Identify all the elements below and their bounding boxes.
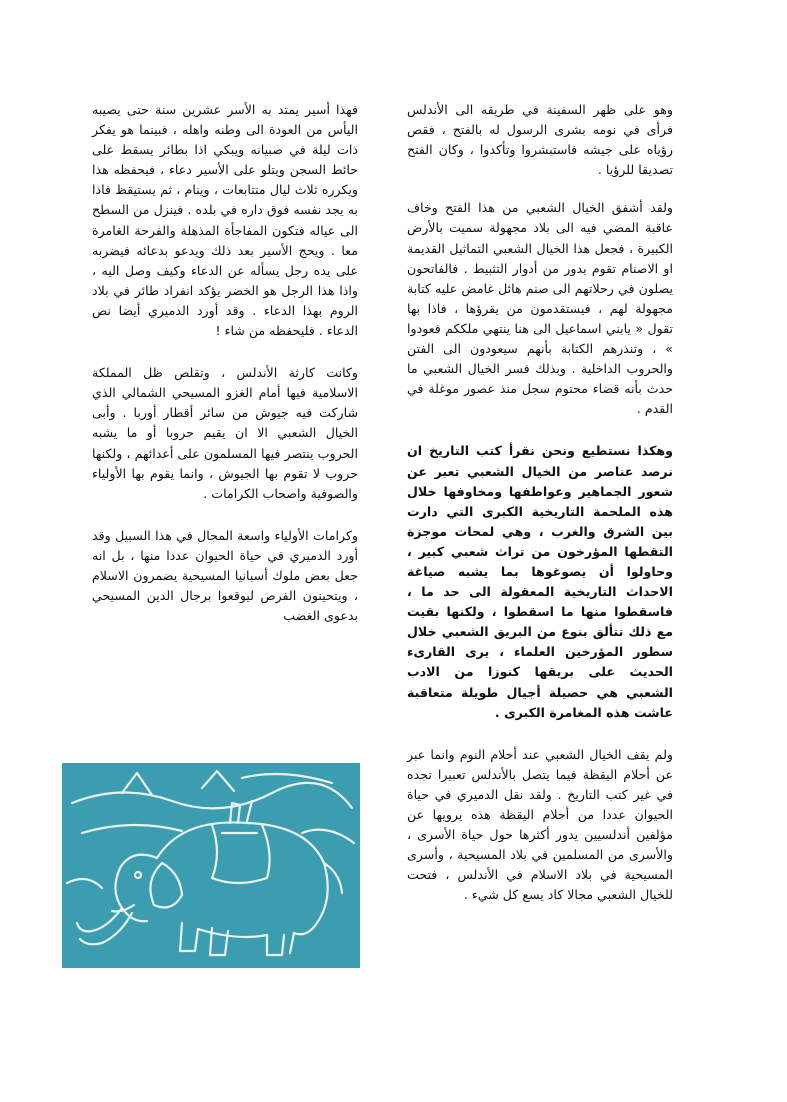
paragraph-saints-miracles: وكرامات الأولياء واسعة المجال في هذا السبيل وقد أورد الدميري في حياة الحيوان عددا منها ، بل انه جعل بعض ملوك أسبانيا المسيحية يضمرون الاسلام ، ويتحينون الفرص ليوقعوا برجال الدين المسيحي بدعوى الغضب: [92, 527, 358, 624]
paragraph-prisoner-story: فهذا أسير يمتد به الأسر عشرين سنة حتى يصيبه اليأس من العودة الى وطنه واهله ، فبينما هو يفكر ذات ليلة في صبيانه ويبكي اذا بطائر يسقط على حائط السجن ويتلو على الأسير دعاء ، فيحفظه هذا ويكرره ثلاث ليال متتابعات ، وينام ، ثم يستيقظ فاذا به يجد نفسه فوق داره في بلده . فينزل من السطح الى عياله فتكون المفاجأة المذهلة والفرحة الغامرة معا . ويحج الأسير بعد ذلك ويدعو بدعائه فيضربه على يده رجل يسأله عن الدعاء وكيف وصل اليه ، واذا هذا الرجل هو الخضر يؤكد انفراد طائر في بلاد الروم بهذا الدعاء . وقد أورد الدميري أيضا نص الدعاء . فليحفظه من شاء !: [92, 102, 358, 339]
elephant-illustration: [62, 763, 360, 968]
right-text-column: [407, 100, 673, 905]
paragraph-daydreams: ولم يقف الخيال الشعبي عند أحلام النوم وانما عبر عن أحلام اليقظة فيما يتصل بالأندلس تعبيرا تجده في غير كتب التاريخ . ولقد نقل الدميري في حياة الحيوان عددا من أحلام اليقظة هذه يرويها عن مؤلفين أندلسيين يدور أكثرها حول حياة الأسرى ، والأسرى من المسلمين في بلاد المسيحية ، وأسرى المسيحية في بلاد الاسلام في الأندلس ، فتحت للخيال الشعبي مجالا كاد يسع كل شيء .: [407, 746, 673, 903]
paragraph-andalus-catastrophe: وكانت كارثة الأندلس ، وتقلص ظل المملكة الاسلامية فيها أمام الغزو المسيحي الشمالي الذي شاركت فيه جيوش من سائر أقطار أوربا . وأبى الخيال الشعبي الا ان يقيم حروبا أو ما يشبه الحروب ينتصر فيها المسلمون على أعدائهم ، ولكنها حروب لا تقوم بها الجيوش ، وانما يقوم بها الأولياء والصوفية واصحاب الكرامات .: [92, 365, 358, 501]
elephant-drawing-icon: [62, 763, 360, 968]
paragraph-statue-warning: ولقد أشفق الخيال الشعبي من هذا الفتح وخاف عاقبة المضي فيه الى بلاد مجهولة سميت بالأرض الكبيرة ، فجعل هذا الخيال الشعبي التماثيل القديمة او الاصنام تقوم بدور من أدوار التثبيط . فالفاتحون يصلون في رحلاتهم الى صنم هائل غامض عليه كتابة مجهولة لهم ، فيستقدمون من يقرؤها ، فاذا بها تقول « يابني اسماعيل الى هنا ينتهي ملككم فعودوا » ، وتنذرهم الكتابة بأنهم سيعودون الى الفتن والحروب الداخلية . وبذلك فسر الخيال الشعبي ما حدث بأنه قضاء محتوم سجل منذ عصور موغلة في القدم .: [407, 200, 673, 417]
paragraph-folk-imagination-summary: وهكذا نستطيع ونحن نقرأ كتب التاريخ ان نرصد عناصر من الخيال الشعبي تعبر عن شعور الجماهير وعواطفها ومخاوفها خلال هذه الملحمة التاريخية الكبرى التي دارت بين الشرق والغرب ، وهي لمحات موجزة التقطها المؤرخون من تراث شعبي كبير ، وحاولوا أن يصوغوها بما يشبه صياغة الاحداث التاريخية المعقولة الى حد ما ، فاسقطوا منها ما اسقطوا ، ولكنها بقيت مع ذلك تتألق بنوع من البريق الشعبي خلال سطور المؤرخين العلماء ، يرى القارىء الحديث على بريقها كنوزا من الادب الشعبي هي حصيلة أجيال طويلة متعاقبة عاشت هذه المغامرة الكبرى .: [407, 443, 673, 720]
paragraph-dream-of-conquest: وهو على ظهر السفينة في طريقه الى الأندلس فرأى في نومه بشرى الرسول له بالفتح ، فقص رؤياه على جيشه فاستبشروا وتأكدوا ، وكان الفتح تصديقا للرؤيا .: [407, 102, 673, 178]
left-text-column: [92, 100, 358, 626]
